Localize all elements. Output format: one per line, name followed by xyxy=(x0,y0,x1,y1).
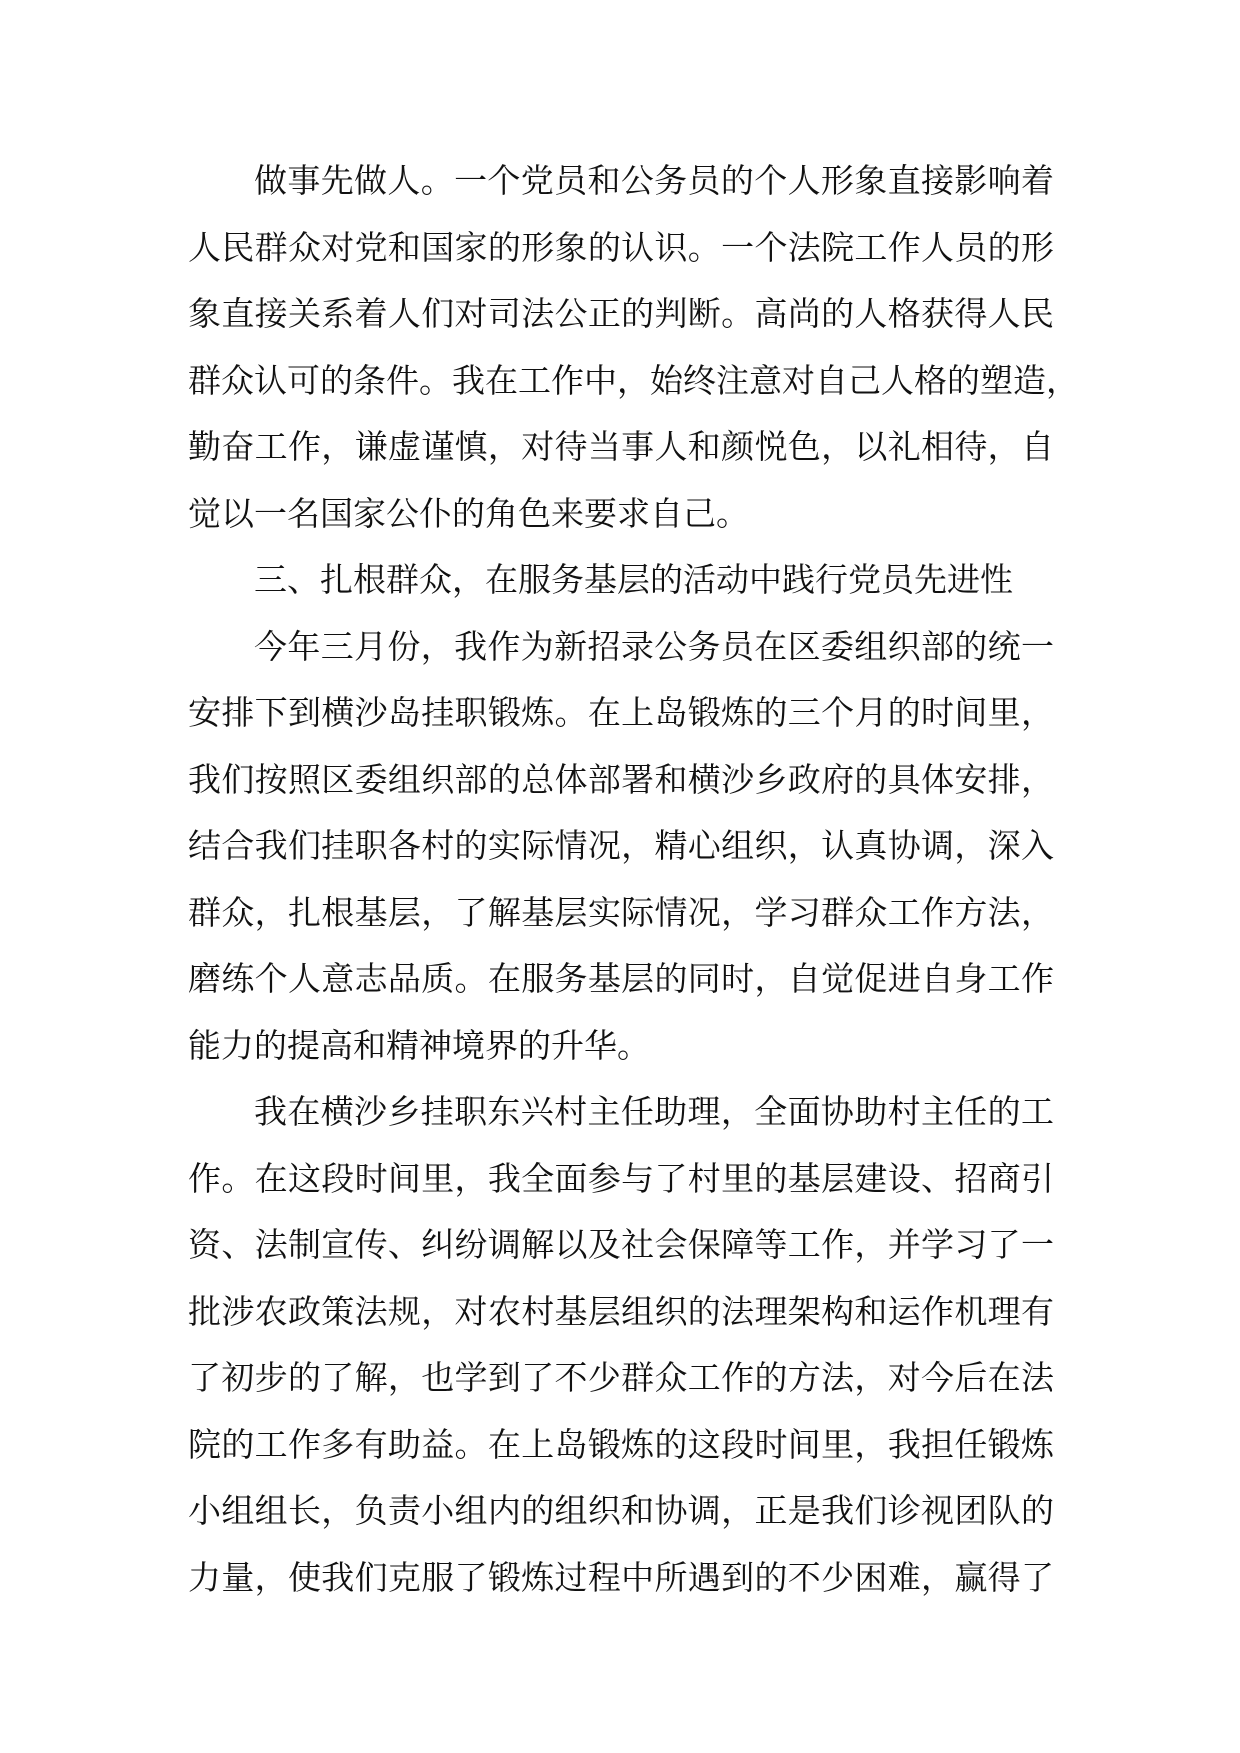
paragraph-line: 资、法制宣传、纠纷调解以及社会保障等工作，并学习了一 xyxy=(188,1225,1054,1264)
paragraph-line: 了初步的了解，也学到了不少群众工作的方法，对今后在法 xyxy=(188,1358,1054,1397)
paragraph-line: 磨练个人意志品质。在服务基层的同时，自觉促进自身工作 xyxy=(188,959,1054,998)
paragraph-line: 觉以一名国家公仆的角色来要求自己。 xyxy=(188,493,749,533)
paragraph-line: 批涉农政策法规，对农村基层组织的法理架构和运作机理有 xyxy=(188,1291,1054,1331)
section-heading: 三、扎根群众，在服务基层的活动中践行党员先进性 xyxy=(254,560,1013,599)
paragraph-line: 我在横沙乡挂职东兴村主任助理，全面协助村主任的工 xyxy=(254,1092,1054,1131)
paragraph-line: 勤奋工作，谦虚谨慎，对待当事人和颜悦色，以礼相待，自 xyxy=(188,427,1054,466)
paragraph-line: 力量，使我们克服了锻炼过程中所遇到的不少困难，赢得了 xyxy=(188,1557,1054,1597)
paragraph-line: 做事先做人。一个党员和公务员的个人形象直接影响着 xyxy=(254,161,1054,200)
paragraph-line: 小组组长，负责小组内的组织和协调，正是我们诊视团队的 xyxy=(188,1491,1054,1530)
document-body xyxy=(188,148,1079,1611)
paragraph-line: 能力的提高和精神境界的升华。 xyxy=(188,1025,650,1065)
paragraph-line: 人民群众对党和国家的形象的认识。一个法院工作人员的形 xyxy=(188,227,1054,267)
paragraph-line: 象直接关系着人们对司法公正的判断。高尚的人格获得人民 xyxy=(188,294,1054,333)
paragraph-line: 群众，扎根基层，了解基层实际情况，学习群众工作方法， xyxy=(188,892,1054,932)
paragraph-line: 群众认可的条件。我在工作中，始终注意对自己人格的塑造， xyxy=(188,360,1079,400)
paragraph-line: 安排下到横沙岛挂职锻炼。在上岛锻炼的三个月的时间里， xyxy=(188,693,1054,732)
paragraph-line: 作。在这段时间里，我全面参与了村里的基层建设、招商引 xyxy=(188,1158,1054,1198)
paragraph-line: 结合我们挂职各村的实际情况，精心组织，认真协调，深入 xyxy=(188,826,1054,865)
paragraph-line: 院的工作多有助益。在上岛锻炼的这段时间里，我担任锻炼 xyxy=(188,1424,1054,1464)
paragraph-line: 我们按照区委组织部的总体部署和横沙乡政府的具体安排， xyxy=(188,759,1054,799)
paragraph-line: 今年三月份，我作为新招录公务员在区委组织部的统一 xyxy=(254,626,1054,666)
